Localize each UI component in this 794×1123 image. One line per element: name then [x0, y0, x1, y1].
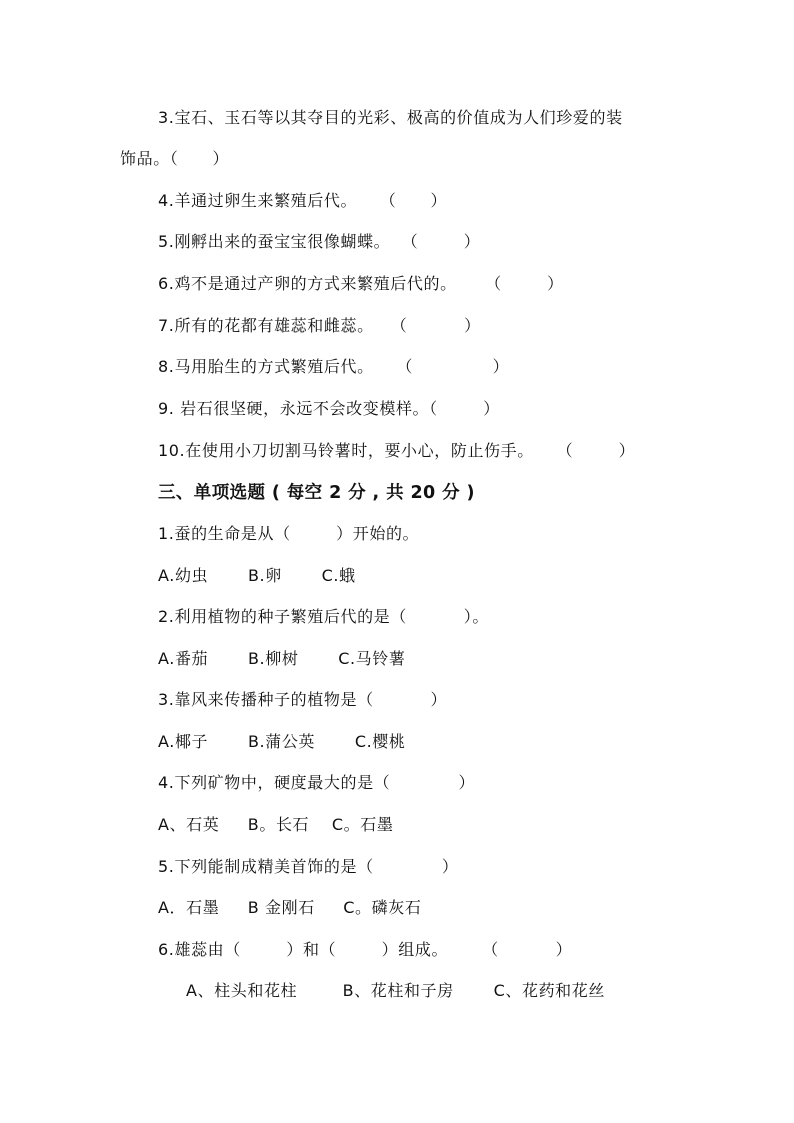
section3-heading: 三、单项选题 ( 每空 2 分 , 共 20 分 ) — [158, 483, 475, 503]
choice-q1-options: A.幼虫 B.卵 C.蛾 — [158, 566, 356, 585]
choice-q6-options: A、柱头和花柱 B、花柱和子房 C、花药和花丝 — [186, 981, 605, 1000]
choice-q5: 5.下列能制成精美首饰的是（ ） — [158, 857, 459, 876]
choice-q3: 3.靠风来传播种子的植物是（ ） — [158, 690, 448, 709]
choice-q3-options: A.椰子 B.蒲公英 C.樱桃 — [158, 732, 406, 751]
judgement-q3-line2: 饰品。（ ） — [120, 149, 230, 168]
choice-q4-options: A、石英 B。长石 C。石墨 — [158, 815, 394, 834]
choice-q2-options: A.番茄 B.柳树 C.马铃薯 — [158, 649, 406, 668]
judgement-q4: 4.羊通过卵生来繁殖后代。 （ ） — [158, 191, 448, 210]
choice-q1: 1.蚕的生命是从（ ）开始的。 — [158, 524, 420, 543]
judgement-q5: 5.刚孵出来的蚕宝宝很像蝴蝶。 （ ） — [158, 232, 481, 251]
judgement-q9: 9. 岩石很坚硬，永远不会改变模样。（ ） — [158, 399, 500, 418]
judgement-q7: 7.所有的花都有雄蕊和雌蕊。 （ ） — [158, 316, 481, 335]
choice-q4: 4.下列矿物中，硬度最大的是（ ） — [158, 773, 476, 792]
judgement-q10: 10.在使用小刀切割马铃薯时，要小心，防止伤手。 （ ） — [158, 441, 636, 460]
choice-q6: 6.雄蕊由（ ）和（ ）组成。 （ ） — [158, 940, 573, 959]
choice-q2: 2.利用植物的种子繁殖后代的是（ ）。 — [158, 607, 489, 626]
choice-q5-options: A．石墨 B 金刚石 C。磷灰石 — [158, 898, 422, 917]
judgement-q6: 6.鸡不是通过产卵的方式来繁殖后代的。 （ ） — [158, 274, 564, 293]
judgement-q8: 8.马用胎生的方式繁殖后代。 （ ） — [158, 357, 510, 376]
judgement-q3-line1: 3.宝石、玉石等以其夺目的光彩、极高的价值成为人们珍爱的装 — [158, 108, 623, 127]
